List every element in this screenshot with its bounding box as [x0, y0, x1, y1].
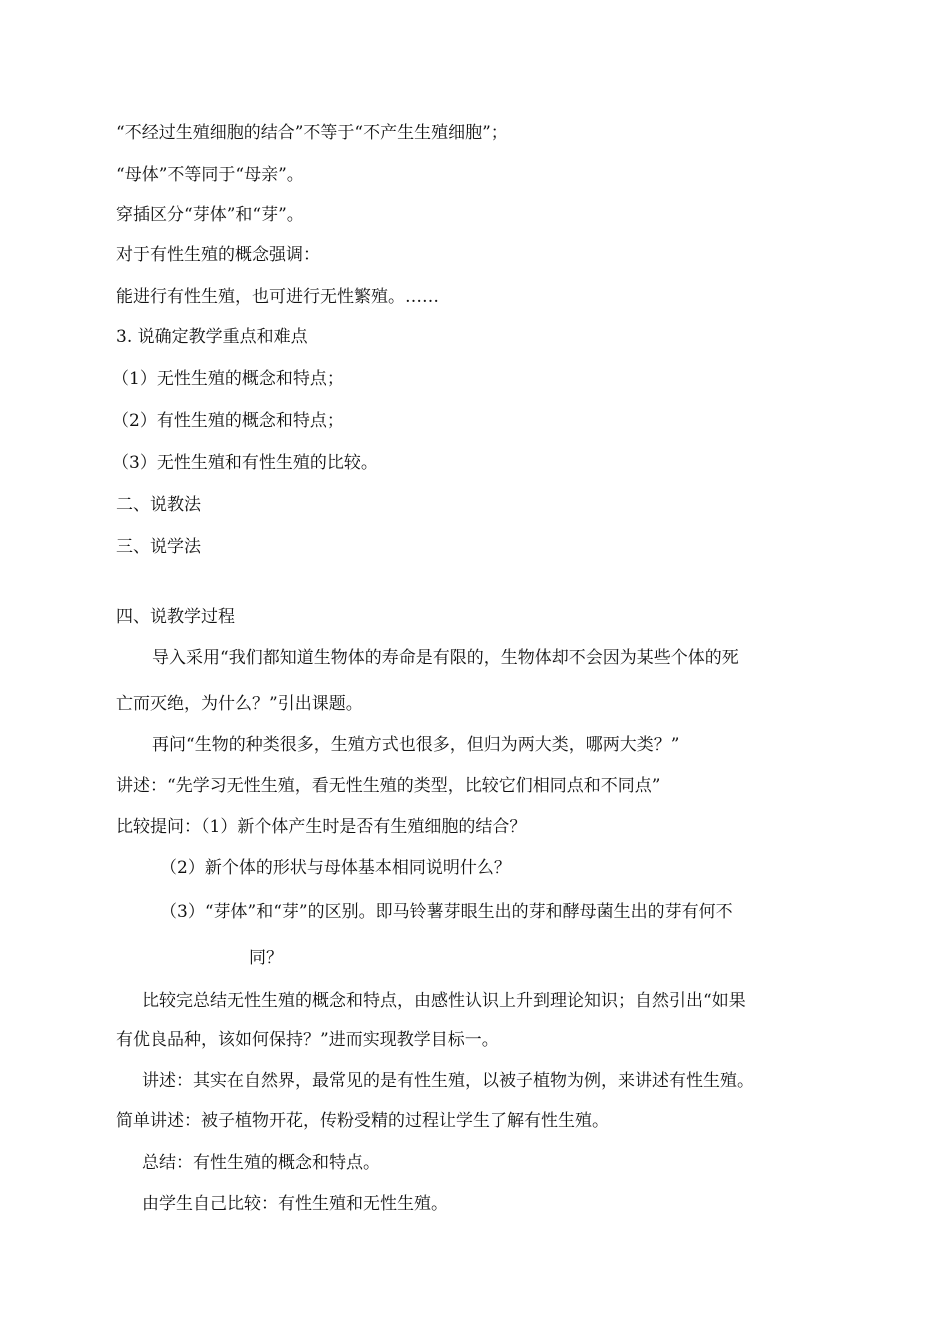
list-item: （2）新个体的形状与母体基本相同说明什么？: [160, 858, 511, 878]
list-item: 同？: [249, 948, 283, 968]
paragraph-line: 对于有性生殖的概念强调：: [116, 245, 320, 265]
list-item: （1）无性生殖的概念和特点；: [112, 369, 344, 389]
paragraph-line: 有优良品种，该如何保持？”进而实现教学目标一。: [116, 1030, 499, 1050]
paragraph-line: 总结：有性生殖的概念和特点。: [142, 1153, 380, 1173]
section-heading: 四、说教学过程: [116, 607, 235, 627]
section-heading: 三、说学法: [116, 537, 201, 557]
list-item: （2）有性生殖的概念和特点；: [112, 411, 344, 431]
paragraph-line: 比较提问：（1）新个体产生时是否有生殖细胞的结合？: [116, 817, 527, 837]
paragraph-line: 比较完总结无性生殖的概念和特点，由感性认识上升到理论知识；自然引出“如果: [142, 991, 746, 1011]
paragraph-line: 由学生自己比较：有性生殖和无性生殖。: [142, 1194, 448, 1214]
list-item: （3）无性生殖和有性生殖的比较。: [112, 453, 378, 473]
paragraph-line: 讲述：“先学习无性生殖，看无性生殖的类型，比较它们相同点和不同点”: [116, 776, 661, 796]
paragraph-line: 能进行有性生殖，也可进行无性繁殖。……: [116, 287, 439, 307]
paragraph-line: “不经过生殖细胞的结合”不等于“不产生生殖细胞”；: [116, 123, 508, 143]
paragraph-line: “母体”不等同于“母亲”。: [116, 165, 304, 185]
section-heading: 二、说教法: [116, 495, 201, 515]
paragraph-line: 导入采用“我们都知道生物体的寿命是有限的，生物体却不会因为某些个体的死: [152, 648, 739, 668]
paragraph-line: 讲述：其实在自然界，最常见的是有性生殖，以被子植物为例，来讲述有性生殖。: [142, 1071, 754, 1091]
list-item: （3）“芽体”和“芽”的区别。即马铃薯芽眼生出的芽和酵母菌生出的芽有何不: [160, 902, 733, 922]
paragraph-line: 亡而灭绝，为什么？”引出课题。: [116, 694, 363, 714]
paragraph-line: 穿插区分“芽体”和“芽”。: [116, 205, 304, 225]
paragraph-line: 再问“生物的种类很多，生殖方式也很多，但归为两大类，哪两大类？”: [152, 735, 680, 755]
paragraph-line: 简单讲述：被子植物开花，传粉受精的过程让学生了解有性生殖。: [116, 1111, 609, 1131]
section-heading: 3. 说确定教学重点和难点: [116, 327, 308, 347]
